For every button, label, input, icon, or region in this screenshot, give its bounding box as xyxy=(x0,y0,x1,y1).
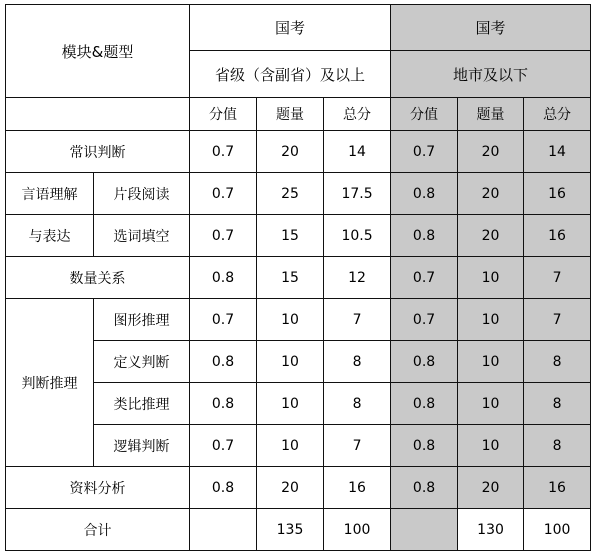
table-total-row xyxy=(6,509,591,551)
cell-right-total: 8 xyxy=(524,341,591,383)
cell-right-score: 0.8 xyxy=(391,383,458,425)
table-row xyxy=(6,299,591,341)
row-subtype-label: 逻辑判断 xyxy=(94,425,190,467)
header-group-left-sub: 省级（含副省）及以上 xyxy=(190,51,391,98)
cell-right-count: 20 xyxy=(458,131,524,173)
header-group-right-sub: 地市及以下 xyxy=(391,51,591,98)
cell-left-total: 8 xyxy=(324,341,391,383)
cell-right-count: 20 xyxy=(458,215,524,257)
cell-left-total: 12 xyxy=(324,257,391,299)
table-row xyxy=(6,341,591,383)
cell-left-count: 25 xyxy=(257,173,324,215)
cell-left-count: 10 xyxy=(257,341,324,383)
header-left-score: 分值 xyxy=(190,98,257,131)
cell-left-total: 7 xyxy=(324,425,391,467)
cell-right-count: 10 xyxy=(458,341,524,383)
table-row xyxy=(6,425,591,467)
cell-left-total: 17.5 xyxy=(324,173,391,215)
table-row xyxy=(6,383,591,425)
cell-right-count: 10 xyxy=(458,257,524,299)
table-header-row-1 xyxy=(6,5,591,51)
cell-right-score: 0.8 xyxy=(391,425,458,467)
cell-left-score: 0.8 xyxy=(190,341,257,383)
header-left-total: 总分 xyxy=(324,98,391,131)
cell-left-score: 0.7 xyxy=(190,425,257,467)
cell-right-total: 16 xyxy=(524,215,591,257)
header-right-count: 题量 xyxy=(458,98,524,131)
cell-left-score: 0.7 xyxy=(190,173,257,215)
header-group-left: 国考 xyxy=(190,5,391,51)
total-label: 合计 xyxy=(6,509,190,551)
header-spacer xyxy=(6,98,190,131)
row-subtype-label: 图形推理 xyxy=(94,299,190,341)
header-module-title: 模块&题型 xyxy=(6,5,190,98)
cell-left-total: 10.5 xyxy=(324,215,391,257)
cell-right-score: 0.8 xyxy=(391,215,458,257)
cell-left-count: 10 xyxy=(257,425,324,467)
cell-right-total: 14 xyxy=(524,131,591,173)
cell-right-score: 0.7 xyxy=(391,299,458,341)
cell-left-count: 20 xyxy=(257,467,324,509)
cell-left-score: 0.8 xyxy=(190,257,257,299)
row-subtype-label: 片段阅读 xyxy=(94,173,190,215)
cell-left-total: 16 xyxy=(324,467,391,509)
cell-left-count: 20 xyxy=(257,131,324,173)
total-left-score xyxy=(190,509,257,551)
table-row xyxy=(6,467,591,509)
cell-left-score: 0.7 xyxy=(190,299,257,341)
cell-left-score: 0.7 xyxy=(190,131,257,173)
table-row xyxy=(6,131,591,173)
cell-right-total: 7 xyxy=(524,257,591,299)
total-right-score xyxy=(391,509,458,551)
exam-structure-table xyxy=(5,4,591,551)
cell-right-total: 8 xyxy=(524,383,591,425)
cell-right-score: 0.7 xyxy=(391,257,458,299)
cell-left-count: 15 xyxy=(257,257,324,299)
cell-right-total: 16 xyxy=(524,173,591,215)
row-module-label-continued: 与表达 xyxy=(6,215,94,257)
row-subtype-label: 选词填空 xyxy=(94,215,190,257)
header-right-score: 分值 xyxy=(391,98,458,131)
total-left-total: 100 xyxy=(324,509,391,551)
row-module-label: 数量关系 xyxy=(6,257,190,299)
cell-right-score: 0.8 xyxy=(391,341,458,383)
cell-right-score: 0.7 xyxy=(391,131,458,173)
header-group-right: 国考 xyxy=(391,5,591,51)
total-right-count: 130 xyxy=(458,509,524,551)
row-module-label: 判断推理 xyxy=(6,299,94,467)
cell-left-score: 0.7 xyxy=(190,215,257,257)
cell-right-total: 7 xyxy=(524,299,591,341)
table-sheet xyxy=(0,4,600,543)
cell-right-total: 16 xyxy=(524,467,591,509)
cell-right-count: 10 xyxy=(458,425,524,467)
row-subtype-label: 类比推理 xyxy=(94,383,190,425)
cell-right-count: 20 xyxy=(458,467,524,509)
cell-left-count: 10 xyxy=(257,299,324,341)
cell-right-count: 10 xyxy=(458,383,524,425)
row-module-label: 言语理解 xyxy=(6,173,94,215)
row-subtype-label: 定义判断 xyxy=(94,341,190,383)
cell-left-count: 15 xyxy=(257,215,324,257)
table-row xyxy=(6,215,591,257)
row-module-label: 资料分析 xyxy=(6,467,190,509)
cell-left-count: 10 xyxy=(257,383,324,425)
cell-left-score: 0.8 xyxy=(190,383,257,425)
cell-left-total: 14 xyxy=(324,131,391,173)
cell-right-total: 8 xyxy=(524,425,591,467)
header-left-count: 题量 xyxy=(257,98,324,131)
cell-right-count: 10 xyxy=(458,299,524,341)
table-header-row-3 xyxy=(6,98,591,131)
cell-left-total: 8 xyxy=(324,383,391,425)
total-right-total: 100 xyxy=(524,509,591,551)
table-row xyxy=(6,173,591,215)
row-module-label: 常识判断 xyxy=(6,131,190,173)
cell-left-total: 7 xyxy=(324,299,391,341)
cell-right-score: 0.8 xyxy=(391,173,458,215)
table-row xyxy=(6,257,591,299)
header-right-total: 总分 xyxy=(524,98,591,131)
total-left-count: 135 xyxy=(257,509,324,551)
cell-left-score: 0.8 xyxy=(190,467,257,509)
cell-right-score: 0.8 xyxy=(391,467,458,509)
cell-right-count: 20 xyxy=(458,173,524,215)
